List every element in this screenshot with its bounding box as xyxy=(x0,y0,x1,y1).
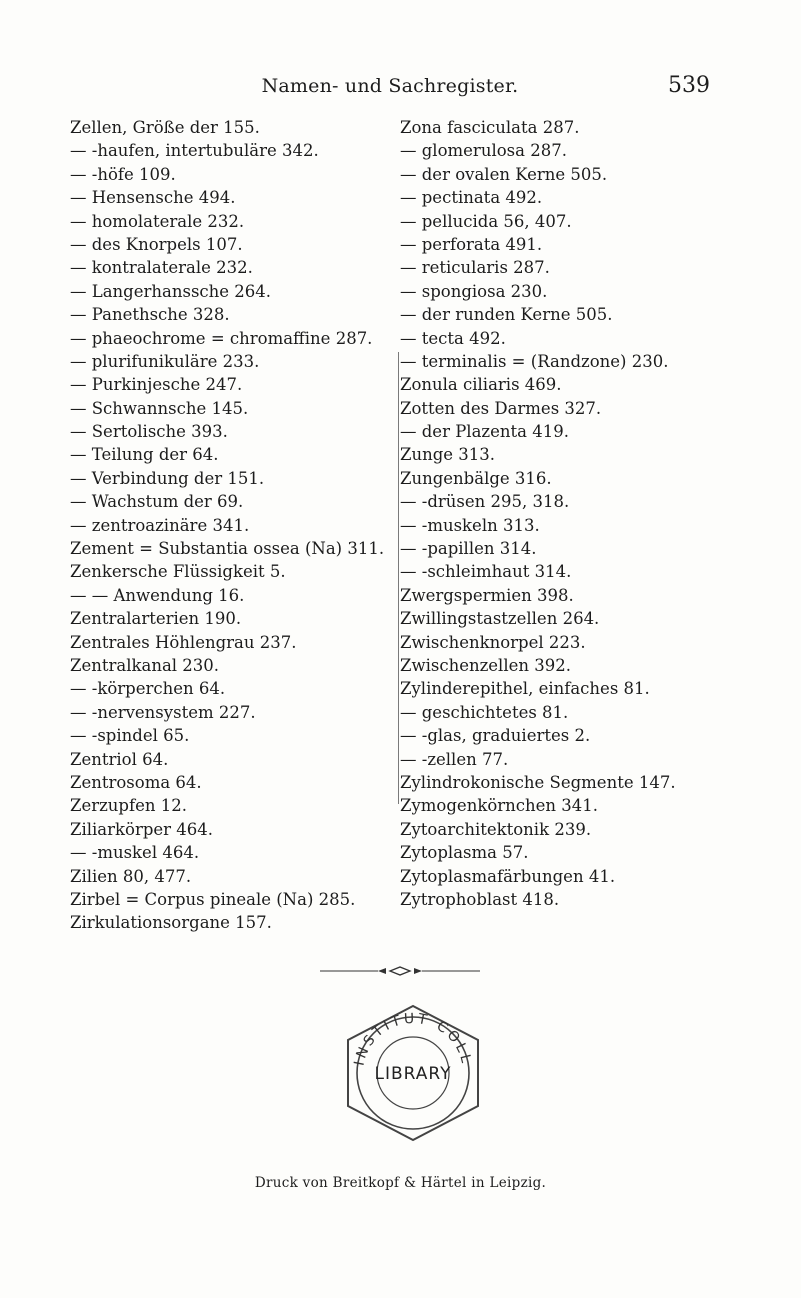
index-entry: — -drüsen 295, 318. xyxy=(400,492,570,512)
library-stamp xyxy=(338,998,488,1148)
index-entry: — homolaterale 232. xyxy=(70,211,245,231)
index-entry: Zungenbälge 316. xyxy=(400,468,552,488)
index-entry: — pectinata 492. xyxy=(400,188,543,208)
index-entry: Zwergspermien 398. xyxy=(400,585,574,605)
svg-text:INSTITUT COLL: INSTITUT COLL xyxy=(351,1010,475,1068)
index-entry: — der runden Kerne 505. xyxy=(400,305,613,325)
index-entry: Ziliarkörper 464. xyxy=(70,819,214,839)
index-entry: — kontralaterale 232. xyxy=(70,258,253,278)
index-entry: — Teilung der 64. xyxy=(70,445,219,465)
index-entry: Zentralkanal 230. xyxy=(70,655,220,675)
index-entry: Zentralarterien 190. xyxy=(70,609,242,629)
index-entry: Zona fasciculata 287. xyxy=(400,118,580,137)
index-entry: Zement = Substantia ossea (Na) 311. xyxy=(70,539,385,559)
index-entry: — reticularis 287. xyxy=(400,258,550,278)
end-ornament xyxy=(320,966,480,976)
index-entry: Zwischenknorpel 223. xyxy=(400,632,586,652)
stamp-label: LIBRARY xyxy=(374,1064,452,1084)
index-entry: — des Knorpels 107. xyxy=(70,234,243,254)
index-column-right xyxy=(400,116,730,911)
index-entry: — -nervensystem 227. xyxy=(70,702,256,722)
index-entry: — Hensensche 494. xyxy=(70,188,236,208)
index-entry: — terminalis = (Randzone) 230. xyxy=(400,351,669,371)
index-entry: Zerzupfen 12. xyxy=(70,796,187,816)
index-entry: Zylinderepithel, einfaches 81. xyxy=(400,679,650,699)
index-entry: — -schleimhaut 314. xyxy=(400,562,572,582)
index-entry: Zwischenzellen 392. xyxy=(400,655,571,675)
index-entry: — Wachstum der 69. xyxy=(70,492,244,512)
printer-imprint: Druck von Breitkopf & Härtel in Leipzig. xyxy=(254,1175,547,1191)
index-entry: — Schwannsche 145. xyxy=(70,398,249,418)
index-entry: — Sertolische 393. xyxy=(70,422,228,442)
index-entry: Zentrales Höhlengrau 237. xyxy=(70,632,297,652)
index-entry: Zytoplasmafärbungen 41. xyxy=(400,866,616,886)
index-entry: — -spindel 65. xyxy=(70,726,190,746)
index-entry: — der ovalen Kerne 505. xyxy=(400,164,608,184)
index-entry: Zonula ciliaris 469. xyxy=(400,375,562,395)
index-entry: — Verbindung der 151. xyxy=(70,468,265,488)
index-entry: Zunge 313. xyxy=(400,445,496,465)
index-entry: — perforata 491. xyxy=(400,234,543,254)
index-entry: — -glas, graduiertes 2. xyxy=(400,726,591,746)
index-entry: Zotten des Darmes 327. xyxy=(400,398,602,418)
index-entry: Zytoplasma 57. xyxy=(400,843,529,863)
index-entry: — -zellen 77. xyxy=(400,749,509,769)
index-entry: — zentroazinäre 341. xyxy=(70,515,250,535)
index-entry: Zentriol 64. xyxy=(70,749,169,769)
page-number: 539 xyxy=(668,73,710,98)
index-entry: Zymogenkörnchen 341. xyxy=(400,796,599,816)
index-entry: Zytrophoblast 418. xyxy=(400,889,560,909)
index-entry: — -körperchen 64. xyxy=(70,679,226,699)
index-entry: — -muskeln 313. xyxy=(400,515,540,535)
index-entry: — -höfe 109. xyxy=(70,164,176,184)
index-entry: — Langerhanssche 264. xyxy=(70,281,272,301)
column-divider xyxy=(398,352,399,804)
index-entry: Zylindrokonische Segmente 147. xyxy=(400,772,676,792)
index-entry: — geschichtetes 81. xyxy=(400,702,569,722)
index-entry: Zellen, Größe der 155. xyxy=(70,118,260,137)
index-entry: — tecta 492. xyxy=(400,328,506,348)
index-entry: Zwillingstastzellen 264. xyxy=(400,609,600,629)
index-entry: Zentrosoma 64. xyxy=(70,772,202,792)
index-column-left xyxy=(70,116,390,935)
index-entry: Zilien 80, 477. xyxy=(70,866,192,886)
index-entry: — -haufen, intertubuläre 342. xyxy=(70,141,319,161)
index-entry: Zytoarchitektonik 239. xyxy=(400,819,592,839)
index-entry: — -muskel 464. xyxy=(70,843,200,863)
index-entry: Zenkersche Flüssigkeit 5. xyxy=(70,562,286,582)
index-entry: — plurifunikuläre 233. xyxy=(70,351,260,371)
index-entry: Zirbel = Corpus pineale (Na) 285. xyxy=(70,889,356,909)
index-entry: — Purkinjesche 247. xyxy=(70,375,243,395)
index-entry: — — Anwendung 16. xyxy=(70,585,245,605)
index-entry: — spongiosa 230. xyxy=(400,281,548,301)
index-entry: — -papillen 314. xyxy=(400,539,537,559)
index-entry: Zirkulationsorgane 157. xyxy=(70,913,272,933)
running-title: Namen- und Sachregister. xyxy=(261,75,519,97)
index-entry: — der Plazenta 419. xyxy=(400,422,569,442)
index-entry: — glomerulosa 287. xyxy=(400,141,567,161)
page-header xyxy=(70,75,710,107)
index-entry: — pellucida 56, 407. xyxy=(400,211,572,231)
index-entry: — Panethsche 328. xyxy=(70,305,230,325)
index-entry: — phaeochrome = chromaffine 287. xyxy=(70,328,373,348)
